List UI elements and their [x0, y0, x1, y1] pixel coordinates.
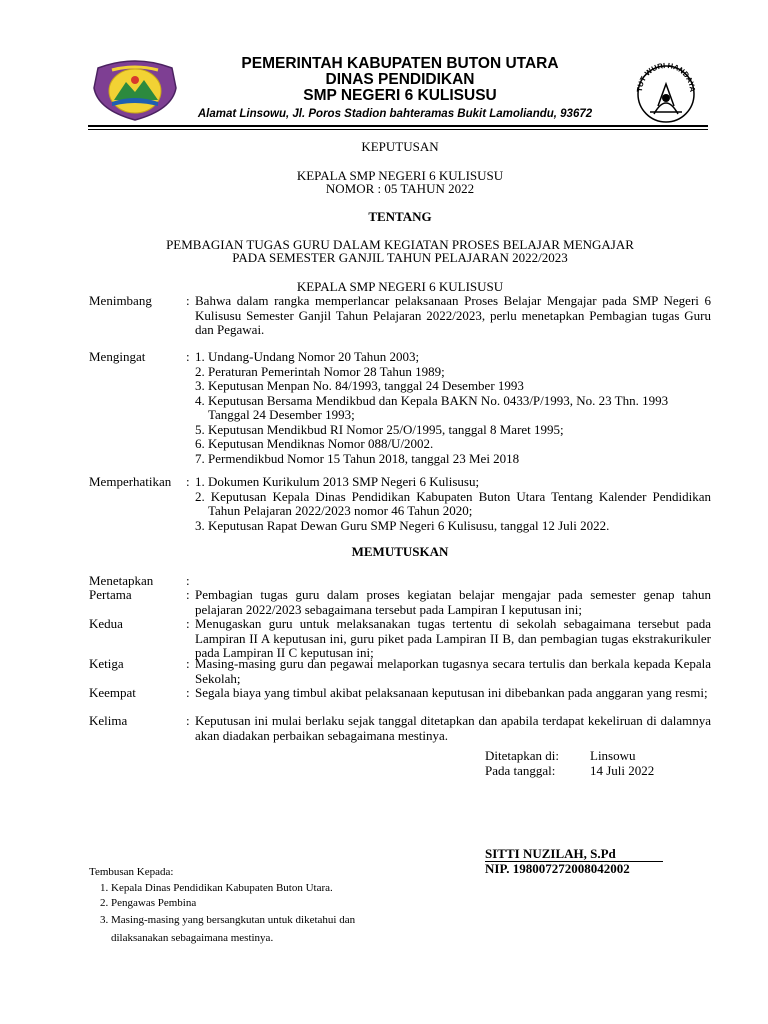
list-item: 1. Kepala Dinas Pendidikan Kabupaten Buton Utara.: [111, 881, 411, 896]
decree-number: NOMOR : 05 TAHUN 2022: [325, 181, 475, 196]
list-item: 2. Keputusan Kepala Dinas Pendidikan Kabupaten Buton Utara Tentang Kalender Pendidikan Tahun Pelajaran 2022/2023 nomor 46 Tahun 2020;: [195, 488, 711, 518]
tanggal-value: 14 Juli 2022: [590, 763, 655, 778]
menimbang-label: Menimbang: [89, 293, 152, 308]
list-item: 3. Masing-masing yang bersangkutan untuk diketahui dan dilaksanakan sebagaimana mestinya.: [111, 911, 411, 947]
signatory-nip: NIP. 198007272008042002: [485, 861, 630, 876]
date-of-issue: [485, 764, 654, 779]
diktum-colon: :: [186, 616, 190, 631]
carbon-copy: [89, 866, 411, 947]
letterhead-thick-rule: [88, 125, 708, 127]
diktum-label: Keempat: [89, 685, 136, 700]
diktum-label: Ketiga: [89, 656, 124, 671]
ditetapkan-value: Linsowu: [590, 748, 636, 763]
list-item: 5. Keputusan Mendikbud RI Nomor 25/O/1995, tanggal 8 Maret 1995;: [195, 421, 564, 437]
list-item: 4. Keputusan Bersama Mendikbud dan Kepala BAKN No. 0433/P/1993, No. 23 Thn. 1993 Tanggal 24 Desember 1993;: [195, 392, 669, 422]
letterhead: [170, 56, 630, 121]
diktum-text: Pembagian tugas guru dalam proses kegiatan belajar mengajar pada semester genap tahun pelajaran 2022/2023 sebagaimana tersebut pada Lampiran I keputusan ini;: [195, 587, 711, 617]
list-item: 2. Peraturan Pemerintah Nomor 28 Tahun 1989;: [195, 363, 445, 379]
subject-line-2: PADA SEMESTER GANJIL TAHUN PELAJARAN 2022/2023: [232, 250, 568, 265]
tanggal-label: Pada tanggal:: [485, 763, 556, 778]
diktum-label: Kelima: [89, 713, 128, 728]
diktum-text: Masing-masing guru dan pegawai melaporkan tugasnya secara tertulis dan berkala kepada Kepala Sekolah;: [195, 656, 711, 686]
tut-wuri-handayani-logo: [624, 62, 708, 126]
diktum-colon: :: [186, 587, 190, 602]
letterhead-government: PEMERINTAH KABUPATEN BUTON UTARA: [241, 55, 559, 72]
menetapkan-colon: :: [186, 573, 190, 588]
diktum-label: Pertama: [89, 587, 132, 602]
memperhatikan-list: [195, 475, 711, 533]
list-item: 1. Dokumen Kurikulum 2013 SMP Negeri 6 Kulisusu;: [195, 474, 480, 489]
list-item: 6. Keputusan Mendiknas Nomor 088/U/2002.: [195, 436, 434, 451]
cc-title: Tembusan Kepada:: [89, 866, 174, 878]
memperhatikan-colon: :: [186, 474, 190, 489]
menimbang-text: Bahwa dalam rangka memperlancar pelaksanaan Proses Belajar Mengajar pada SMP Negeri 6 Kulisusu Semester Ganjil Tahun Pelajaran 2022/2023, perlu menetapkan Pembagian tugas Guru dan Pegawai.: [195, 293, 711, 337]
subject-line-1: PEMBAGIAN TUGAS GURU DALAM KEGIATAN PROSES BELAJAR MENGAJAR: [166, 237, 634, 252]
menetapkan-label: Menetapkan: [89, 573, 154, 588]
memutuskan-heading: MEMUTUSKAN: [351, 544, 449, 559]
diktum-colon: :: [186, 685, 190, 700]
list-item: 2. Pengawas Pembina: [111, 896, 411, 911]
mengingat-list: [195, 350, 711, 466]
letterhead-thin-rule: [88, 129, 708, 130]
diktum-label: Kedua: [89, 616, 123, 631]
diktum-colon: :: [186, 713, 190, 728]
letterhead-department: DINAS PENDIDIKAN: [325, 71, 475, 88]
diktum-text: Segala biaya yang timbul akibat pelaksanaan keputusan ini dibebankan pada anggaran yang resmi;: [195, 685, 708, 700]
doc-type: KEPUTUSAN: [361, 139, 439, 154]
issuer-title: KEPALA SMP NEGERI 6 KULISUSU: [296, 168, 504, 183]
svg-text:TUT WURI HANDAYANI: TUT WURI HANDAYA: [634, 62, 698, 93]
signatory-name: SITTI NUZILAH, S.Pd: [485, 847, 663, 862]
letterhead-address: Alamat Linsowu, Jl. Poros Stadion bahteramas Bukit Lamoliandu, 93672: [197, 108, 593, 120]
list-item: 3. Keputusan Rapat Dewan Guru SMP Negeri 6 Kulisusu, tanggal 12 Juli 2022.: [195, 517, 610, 533]
diktum-colon: :: [186, 656, 190, 671]
cc-list: [89, 881, 411, 947]
place-of-issue: [485, 749, 636, 764]
ditetapkan-label: Ditetapkan di:: [485, 748, 560, 763]
tentang-heading: TENTANG: [368, 209, 432, 224]
list-item: 1. Undang-Undang Nomor 20 Tahun 2003;: [195, 349, 420, 364]
diktum-text: Menugaskan guru untuk melaksanakan tugas tertentu di sekolah sebagaimana tersebut pada Lampiran II A keputusan ini, guru piket pada Lampiran II B, dan pembagian tugas ekstrakurikuler pada Lampiran II C keputusan ini;: [195, 616, 711, 660]
list-item: 7. Permendikbud Nomor 15 Tahun 2018, tanggal 23 Mei 2018: [195, 450, 520, 466]
diktum-text: Keputusan ini mulai berlaku sejak tanggal ditetapkan dan apabila terdapat kekeliruan di dalamnya akan diadakan perbaikan sebagaimana mestinya.: [195, 713, 711, 743]
letterhead-school: SMP NEGERI 6 KULISUSU: [303, 87, 497, 104]
menimbang-colon: :: [186, 293, 190, 308]
memperhatikan-label: Memperhatikan: [89, 474, 172, 489]
mengingat-colon: :: [186, 349, 190, 364]
list-item: 3. Keputusan Menpan No. 84/1993, tanggal 24 Desember 1993: [195, 378, 524, 393]
mengingat-label: Mengingat: [89, 349, 146, 364]
issuer-title-2: KEPALA SMP NEGERI 6 KULISUSU: [296, 279, 504, 294]
